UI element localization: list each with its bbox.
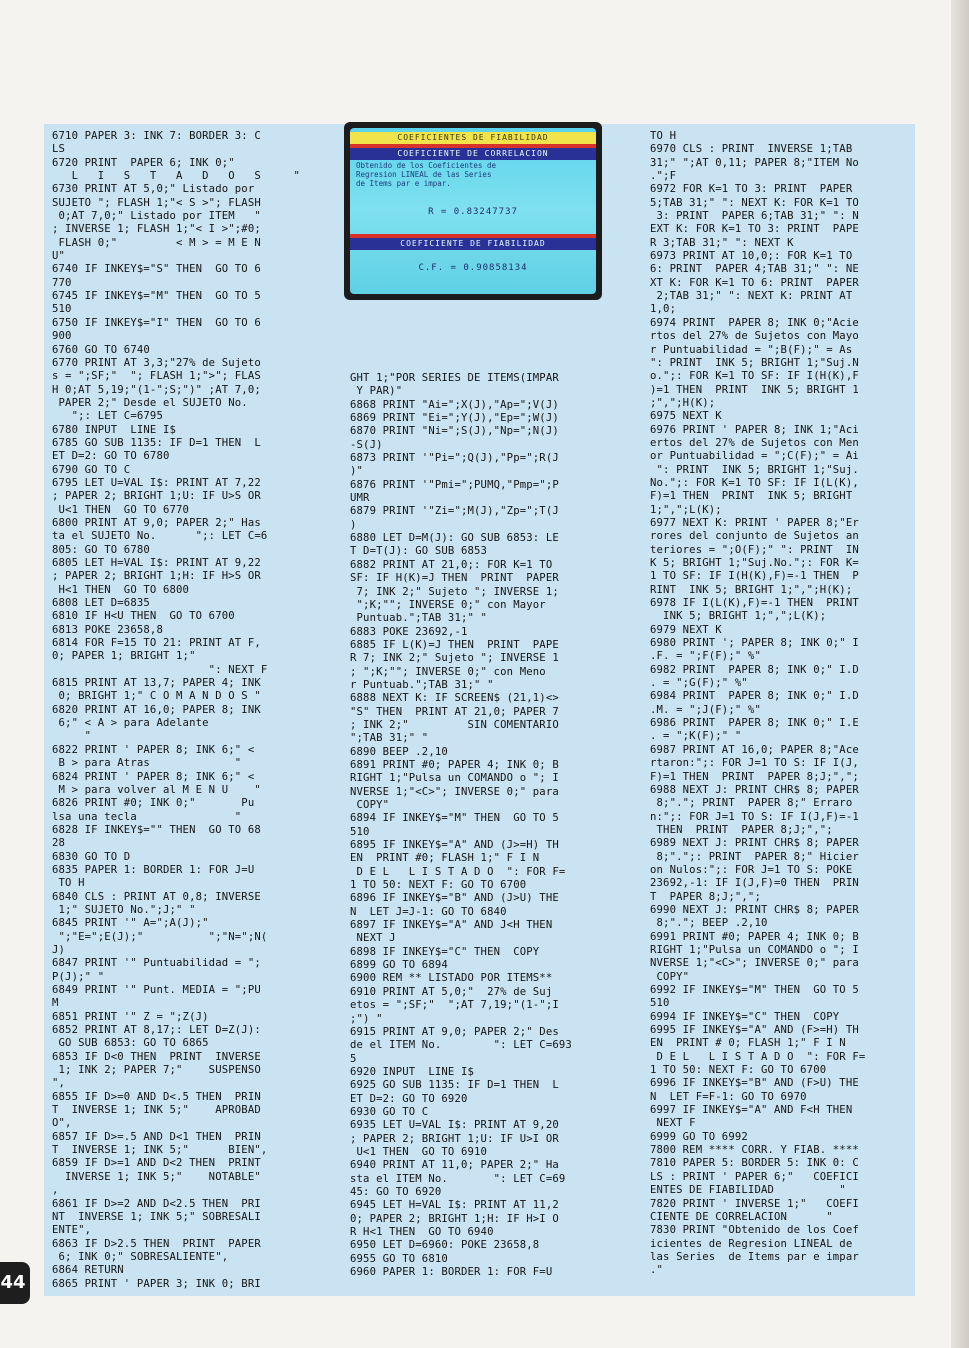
code-line: s = ";SF;" "; FLASH 1;">"; FLAS bbox=[52, 370, 261, 383]
code-line: 6975 NEXT K bbox=[650, 410, 722, 423]
code-line: 5 bbox=[350, 1052, 357, 1065]
code-line: 6828 IF INKEY$="" THEN GO TO 68 bbox=[52, 823, 261, 836]
screen-fiabilidad-bar: COEFICIENTE DE FIABILIDAD bbox=[350, 238, 596, 250]
listing-column-1 bbox=[52, 130, 314, 1292]
code-line: -S(J) bbox=[350, 438, 383, 451]
code-line: 510 bbox=[52, 303, 72, 316]
code-line: ENTES DE FIABILIDAD " bbox=[650, 1184, 846, 1197]
code-line: 6882 PRINT AT 21,0;: FOR K=1 TO bbox=[350, 558, 553, 571]
code-line: T INVERSE 1; INK 5;" BIEN", bbox=[52, 1144, 268, 1157]
code-line: 805: GO TO 6780 bbox=[52, 543, 150, 556]
code-line: 1 TO 50: NEXT F: GO TO 6700 bbox=[350, 879, 527, 892]
code-line: ";: LET C=6795 bbox=[52, 410, 163, 423]
screen-cf-value: C.F. = 0.90858134 bbox=[418, 263, 528, 273]
code-line: 6974 PRINT PAPER 8; INK 0;"Acie bbox=[650, 316, 859, 329]
code-line: F)=1 THEN PRINT PAPER 8;J;","; bbox=[650, 770, 859, 783]
code-line: 6847 PRINT '" Puntuabilidad = "; bbox=[52, 957, 261, 970]
code-line: 6840 CLS : PRINT AT 0,8; INVERSE bbox=[52, 890, 261, 903]
code-line: 8;"."; BEEP .2,10 bbox=[650, 917, 768, 930]
code-line: 6994 IF INKEY$="C" THEN COPY bbox=[650, 1010, 840, 1023]
code-line: R 7; INK 2;" Sujeto "; INVERSE 1 bbox=[350, 652, 559, 665]
code-line: 6984 PRINT PAPER 8; INK 0;" I.D bbox=[650, 690, 859, 703]
code-line: 6894 IF INKEY$="M" THEN GO TO 5 bbox=[350, 812, 559, 825]
code-line: 6978 IF I(L(K),F)=-1 THEN PRINT bbox=[650, 597, 859, 610]
code-line: ENTE", bbox=[52, 1224, 92, 1237]
code-line: 6991 PRINT #0; PAPER 4; INK 0; B bbox=[650, 930, 859, 943]
code-line: EN PRINT #0; FLASH 1;" F I N bbox=[350, 852, 540, 865]
code-line: 6873 PRINT '"Pi=";Q(J),"Pp=";R(J bbox=[350, 452, 559, 465]
code-line: PAPER 2;" Desde el SUJETO No. bbox=[52, 396, 248, 409]
code-line: 6815 PRINT AT 13,7; PAPER 4; INK bbox=[52, 677, 261, 690]
code-line: 6852 PRINT AT 8,17;: LET D=Z(J): bbox=[52, 1024, 261, 1037]
code-line: r Puntuab.";TAB 31;" " bbox=[350, 678, 494, 691]
code-line: 6990 NEXT J: PRINT CHR$ 8; PAPER bbox=[650, 903, 859, 916]
code-line: 0; BRIGHT 1;" C O M A N D O S " bbox=[52, 690, 261, 703]
code-line: "S" THEN PRINT AT 21,0; PAPER 7 bbox=[350, 705, 559, 718]
code-line: 6820 PRINT AT 16,0; PAPER 8; INK bbox=[52, 703, 261, 716]
code-line: M bbox=[52, 997, 59, 1010]
code-line: lsa una tecla " bbox=[52, 810, 242, 823]
code-line: ; INVERSE 1; FLASH 1;"< I >";#0; bbox=[52, 223, 261, 236]
screen-title-bar: COEFICIENTES DE FIABILIDAD bbox=[350, 132, 596, 144]
code-line: las Series de Items par e impar bbox=[650, 1250, 859, 1263]
code-line: R H<1 THEN GO TO 6940 bbox=[350, 1226, 494, 1238]
code-line: 6861 IF D>=2 AND D<2.5 THEN PRI bbox=[52, 1197, 261, 1210]
code-line: 6976 PRINT ' PAPER 8; INK 1;"Aci bbox=[650, 423, 859, 436]
code-line: COPY" bbox=[350, 799, 390, 811]
code-line: 6870 PRINT "Ni=";S(J),"Np=";N(J) bbox=[350, 425, 559, 438]
code-line: 6896 IF INKEY$="B" AND (J>U) THE bbox=[350, 892, 559, 905]
code-line: UMR bbox=[350, 492, 370, 505]
code-line: 510 bbox=[650, 997, 670, 1010]
code-line: 5;TAB 31;" ": NEXT K: FOR K=1 TO bbox=[650, 196, 859, 209]
code-line: 510 bbox=[350, 825, 370, 838]
code-line: 6;" < A > para Adelante bbox=[52, 717, 209, 730]
code-line: NEXT J bbox=[350, 932, 396, 945]
code-line: 6760 GO TO 6740 bbox=[52, 343, 150, 356]
code-line: ertos del 27% de Sujetos con Men bbox=[650, 436, 859, 449]
code-line: ; ";K;""; INVERSE 0;" con Meno bbox=[350, 665, 546, 678]
code-line: 7820 PRINT ' INVERSE 1;" COEFI bbox=[650, 1197, 859, 1210]
code-line: 7830 PRINT "Obtenido de los Coef bbox=[650, 1224, 859, 1237]
code-line: 6730 PRINT AT 5,0;" Listado por bbox=[52, 183, 255, 196]
code-line: ." bbox=[650, 1264, 664, 1277]
listing-column-2 bbox=[350, 372, 612, 1292]
code-line: 6972 FOR K=1 TO 3: PRINT PAPER bbox=[650, 183, 853, 196]
code-line: Puntuab.";TAB 31;" " bbox=[350, 612, 488, 625]
code-line: 6898 IF INKEY$="C" THEN COPY bbox=[350, 945, 540, 958]
code-line: K 5; BRIGHT 1;"Suj.No.";: FOR K= bbox=[650, 557, 859, 569]
code-line: SF: IF H(K)=J THEN PRINT PAPER bbox=[350, 572, 559, 585]
code-line: 8;".";: PRINT PAPER 8;" Hicier bbox=[650, 850, 859, 863]
code-line: )=1 THEN PRINT INK 5; BRIGHT 1 bbox=[650, 383, 859, 396]
code-line: 6770 PRINT AT 3,3;"27% de Sujeto bbox=[52, 356, 261, 369]
code-line: GHT 1;"POR SERIES DE ITEMS(IMPAR bbox=[350, 372, 559, 384]
code-line: 6960 PAPER 1: BORDER 1: FOR F=U bbox=[350, 1266, 553, 1279]
code-line: 6813 POKE 23658,8 bbox=[52, 623, 163, 636]
code-line: 7810 PAPER 5: BORDER 5: INK 0: C bbox=[650, 1157, 859, 1170]
code-line: H<1 THEN GO TO 6800 bbox=[52, 583, 190, 596]
code-line: INVERSE 1; INK 5;" NOTABLE" bbox=[52, 1170, 261, 1183]
code-line: ;",";H(K); bbox=[650, 396, 716, 409]
code-line: 6996 IF INKEY$="B" AND (F>U) THE bbox=[650, 1077, 859, 1090]
screen-correlation-bar: COEFICIENTE DE CORRELACION bbox=[350, 148, 596, 160]
code-line: icientes de Regresion LINEAL de bbox=[650, 1237, 853, 1250]
code-line: RIGHT 1;"Pulsa un COMANDO o "; I bbox=[650, 943, 859, 956]
code-line: or Puntuabilidad = ";C(F);" = Ai bbox=[650, 450, 859, 463]
code-line: 0; PAPER 2; BRIGHT 1;H: IF H>I O bbox=[350, 1212, 559, 1225]
code-line: 6897 IF INKEY$="A" AND J<H THEN bbox=[350, 919, 553, 932]
code-line: 6855 IF D>=0 AND D<.5 THEN PRIN bbox=[52, 1090, 261, 1103]
code-line: 6885 IF L(K)=J THEN PRINT PAPE bbox=[350, 638, 559, 651]
code-line: NEXT F bbox=[650, 1117, 696, 1130]
code-line: No.";: FOR K=1 TO SF: IF I(L(K), bbox=[650, 476, 859, 489]
code-line: INK 5; BRIGHT 1;",";L(K); bbox=[650, 610, 827, 623]
code-line: rtos del 27% de Sujetos con Mayo bbox=[650, 330, 859, 343]
code-line: F)=1 THEN PRINT INK 5; BRIGHT bbox=[650, 490, 853, 503]
code-line: 6999 GO TO 6992 bbox=[650, 1130, 748, 1143]
code-line: 6785 GO SUB 1135: IF D=1 THEN L bbox=[52, 436, 261, 449]
code-line: 6992 IF INKEY$="M" THEN GO TO 5 bbox=[650, 984, 859, 996]
code-line: .";F bbox=[650, 170, 677, 183]
code-line: THEN PRINT PAPER 8;J;","; bbox=[650, 823, 833, 836]
code-line: M > para volver al M E N U " bbox=[52, 783, 261, 796]
code-line: 6822 PRINT ' PAPER 8; INK 6;" < bbox=[52, 743, 255, 756]
code-line: , bbox=[52, 1184, 59, 1197]
code-line: 6935 LET U=VAL I$: PRINT AT 9,20 bbox=[350, 1119, 559, 1132]
code-line: 6880 LET D=M(J): GO SUB 6853: LE bbox=[350, 532, 559, 545]
code-line: etos = ";SF;" ";AT 7,19;"(1-";I bbox=[350, 999, 559, 1012]
code-line: 6790 GO TO C bbox=[52, 463, 131, 476]
code-line: 6780 INPUT LINE I$ bbox=[52, 423, 177, 436]
code-line: SUJETO "; FLASH 1;"< S >"; FLASH bbox=[52, 196, 261, 209]
code-line: 6930 GO TO C bbox=[350, 1105, 429, 1118]
code-line: U<1 THEN GO TO 6770 bbox=[52, 503, 190, 516]
code-line: 6980 PRINT '; PAPER 8; INK 0;" I bbox=[650, 637, 859, 650]
code-line: 6891 PRINT #0; PAPER 4; INK 0; B bbox=[350, 758, 559, 771]
code-line: teriores = ";O(F);" ": PRINT IN bbox=[650, 543, 859, 556]
code-line: 6925 GO SUB 1135: IF D=1 THEN L bbox=[350, 1079, 559, 1092]
code-line: 6890 BEEP .2,10 bbox=[350, 745, 448, 758]
code-line: ; PAPER 2; BRIGHT 1;U: IF U>I OR bbox=[350, 1132, 559, 1145]
code-line: 6915 PRINT AT 9,0; PAPER 2;" Des bbox=[350, 1025, 559, 1038]
code-line: 28 bbox=[52, 837, 66, 850]
code-line: 1 TO 50: NEXT F: GO TO 6700 bbox=[650, 1064, 827, 1077]
code-line: ; PAPER 2; BRIGHT 1;H: IF H>S OR bbox=[52, 570, 261, 583]
code-line: ";K;""; INVERSE 0;" con Mayor bbox=[350, 598, 546, 611]
code-line: T PAPER 8;J;","; bbox=[650, 890, 761, 903]
code-line: ";TAB 31;" " bbox=[350, 732, 429, 745]
code-line: 6970 CLS : PRINT INVERSE 1;TAB bbox=[650, 143, 853, 156]
code-line: . = ";G(F);" %" bbox=[650, 677, 748, 690]
code-line: COPY" bbox=[650, 970, 690, 983]
code-line: N LET F=F-1: GO TO 6970 bbox=[650, 1090, 807, 1103]
code-line: 1;",";L(K); bbox=[650, 503, 722, 516]
code-line: on Nulos:";: FOR J=1 TO S: POKE bbox=[650, 863, 853, 876]
code-line: 6805 LET H=VAL I$: PRINT AT 9,22 bbox=[52, 557, 261, 569]
code-line: 7; INK 2;" Sujeto "; INVERSE 1; bbox=[350, 585, 559, 598]
code-line: 6720 PRINT PAPER 6; INK 0;" bbox=[52, 156, 235, 169]
code-line: D E L L I S T A D O ": FOR F= bbox=[650, 1050, 866, 1063]
code-line: J) bbox=[52, 943, 66, 956]
code-line: 6989 NEXT J: PRINT CHR$ 8; PAPER bbox=[650, 837, 859, 850]
code-line: T D=T(J): GO SUB 6853 bbox=[350, 545, 488, 558]
code-line: ta el SUJETO No. ";: LET C=6 bbox=[52, 530, 268, 543]
code-line: ET D=2: GO TO 6920 bbox=[350, 1092, 468, 1105]
code-line: O", bbox=[52, 1117, 72, 1130]
code-line: 6910 PRINT AT 5,0;" 27% de Suj bbox=[350, 985, 553, 998]
code-line: 6876 PRINT '"Pmi=";PUMQ,"Pmp=";P bbox=[350, 478, 559, 491]
code-line: FLASH 0;" < M > = M E N bbox=[52, 236, 261, 249]
code-line: GO SUB 6853: GO TO 6865 bbox=[52, 1037, 209, 1050]
code-line: 6; INK 0;" SOBRESALIENTE", bbox=[52, 1250, 229, 1263]
code-line: 6830 GO TO D bbox=[52, 850, 131, 863]
code-line: 23692,-1: IF I(J,F)=0 THEN PRIN bbox=[650, 877, 859, 890]
code-line: 6851 PRINT '" Z = ";Z(J) bbox=[52, 1010, 209, 1023]
code-line: D E L L I S T A D O ": FOR F= bbox=[350, 865, 566, 878]
code-line: LS bbox=[52, 143, 66, 156]
code-line: 6845 PRINT '" A=";A(J);" bbox=[52, 917, 209, 930]
code-line: .M. = ";J(F);" %" bbox=[650, 703, 761, 716]
screen-description-2: Regresion LINEAL de las Series bbox=[356, 170, 492, 179]
code-line: rtaron:";: FOR J=1 TO S: IF I(J, bbox=[650, 757, 859, 770]
code-line: 6857 IF D>=.5 AND D<1 THEN PRIN bbox=[52, 1130, 261, 1143]
code-line: 6995 IF INKEY$="A" AND (F>=H) TH bbox=[650, 1024, 859, 1037]
code-line: de el ITEM No. ": LET C=693 bbox=[350, 1039, 572, 1052]
code-line: 7800 REM **** CORR. Y FIAB. **** bbox=[650, 1144, 859, 1157]
code-line: ; PAPER 2; BRIGHT 1;U: IF U>S OR bbox=[52, 490, 261, 503]
spectrum-screen-photo bbox=[344, 122, 602, 300]
code-line: 6899 GO TO 6894 bbox=[350, 959, 448, 972]
code-line: ": NEXT F bbox=[52, 663, 268, 676]
code-line: 6973 PRINT AT 10,0;: FOR K=1 TO bbox=[650, 250, 853, 263]
code-line: 0; PAPER 1; BRIGHT 1;" bbox=[52, 650, 196, 663]
code-line: )" bbox=[350, 465, 364, 478]
code-line: EXT K: FOR K=1 TO 3: PRINT PAPE bbox=[650, 223, 859, 236]
code-line: EN PRINT # 0; FLASH 1;" F I N bbox=[650, 1037, 846, 1050]
code-line: .F. = ";F(F);" %" bbox=[650, 650, 761, 663]
code-line: 6900 REM ** LISTADO POR ITEMS** bbox=[350, 972, 553, 985]
page-number: 44 bbox=[0, 1272, 26, 1293]
code-line: o.";: FOR K=1 TO SF: IF I(H(K),F bbox=[650, 370, 859, 383]
code-line: 6810 IF H<U THEN GO TO 6700 bbox=[52, 610, 235, 623]
code-line: ;") " bbox=[350, 1012, 383, 1025]
code-line: 6863 IF D>2.5 THEN PRINT PAPER bbox=[52, 1237, 261, 1250]
code-line: 6795 LET U=VAL I$: PRINT AT 7,22 bbox=[52, 476, 261, 489]
code-line: 6895 IF INKEY$="A" AND (J>=H) TH bbox=[350, 839, 559, 852]
code-line: 6986 PRINT PAPER 8; INK 0;" I.E bbox=[650, 717, 859, 730]
code-line: 2;TAB 31;" ": NEXT K: PRINT AT bbox=[650, 290, 853, 303]
code-line: rores del conjunto de Sujetos an bbox=[650, 530, 859, 543]
code-line: 6987 PRINT AT 16,0; PAPER 8;"Ace bbox=[650, 743, 859, 756]
code-line: 6945 LET H=VAL I$: PRINT AT 11,2 bbox=[350, 1199, 559, 1212]
code-line: 900 bbox=[52, 330, 72, 343]
code-line: RIGHT 1;"Pulsa un COMANDO o "; I bbox=[350, 772, 559, 785]
code-line: 6982 PRINT PAPER 8; INK 0;" I.D bbox=[650, 663, 859, 676]
code-line: 3: PRINT PAPER 6;TAB 31;" ": N bbox=[650, 210, 859, 223]
code-line: ", bbox=[52, 1077, 66, 1090]
code-line: 6883 POKE 23692,-1 bbox=[350, 625, 468, 638]
code-line: 6868 PRINT "Ai=";X(J),"Ap=";V(J) bbox=[350, 398, 559, 411]
code-line: 6920 INPUT LINE I$ bbox=[350, 1065, 475, 1078]
screen-display bbox=[350, 128, 596, 294]
code-line: 770 bbox=[52, 276, 72, 289]
code-line: 6740 IF INKEY$="S" THEN GO TO 6 bbox=[52, 263, 261, 276]
code-line: 6988 NEXT J: PRINT CHR$ 8; PAPER bbox=[650, 783, 859, 796]
code-line: 1,0; bbox=[650, 303, 677, 316]
code-line: . = ";K(F);" " bbox=[650, 730, 742, 743]
code-line: 6800 PRINT AT 9,0; PAPER 2;" Has bbox=[52, 516, 261, 529]
code-line: T INVERSE 1; INK 5;" APROBAD bbox=[52, 1104, 261, 1117]
code-line: ET D=2: GO TO 6780 bbox=[52, 450, 170, 463]
code-line: 1; INK 2; PAPER 7;" SUSPENSO bbox=[52, 1064, 261, 1077]
screen-r-value: R = 0.83247737 bbox=[428, 207, 518, 217]
code-line: NVERSE 1;"<C>"; INVERSE 0;" para bbox=[350, 785, 559, 798]
code-line: ": PRINT INK 5; BRIGHT 1;"Suj.N bbox=[650, 356, 859, 369]
code-line: 6750 IF INKEY$="I" THEN GO TO 6 bbox=[52, 316, 261, 329]
code-line: 6879 PRINT '"Zi=";M(J),"Zp=";T(J bbox=[350, 505, 559, 518]
code-line: TO H bbox=[650, 130, 677, 142]
code-line: CIENTE DE CORRELACION " bbox=[650, 1210, 833, 1223]
code-line: U<1 THEN GO TO 6910 bbox=[350, 1145, 488, 1158]
code-line: TO H bbox=[52, 877, 85, 890]
code-line: N LET J=J-1: GO TO 6840 bbox=[350, 905, 507, 918]
listing-column-3 bbox=[650, 130, 912, 1292]
code-line: 6814 FOR F=15 TO 21: PRINT AT F, bbox=[52, 637, 261, 650]
code-line: RINT INK 5; BRIGHT 1;",";H(K); bbox=[650, 583, 853, 596]
code-line: 6950 LET D=6960: POKE 23658,8 bbox=[350, 1239, 540, 1252]
code-line: ": PRINT INK 5; BRIGHT 1;"Suj. bbox=[650, 463, 859, 476]
code-line: 6849 PRINT '" Punt. MEDIA = ";PU bbox=[52, 984, 261, 996]
code-line: 6940 PRINT AT 11,0; PAPER 2;" Ha bbox=[350, 1159, 559, 1172]
code-line: ) bbox=[350, 518, 357, 531]
code-line: 45: GO TO 6920 bbox=[350, 1185, 442, 1198]
code-line: LS : PRINT ' PAPER 6;" COEFICI bbox=[650, 1170, 859, 1183]
code-line: U" bbox=[52, 250, 66, 263]
code-line: 6865 PRINT ' PAPER 3; INK 0; BRI bbox=[52, 1277, 261, 1290]
code-line: 6808 LET D=6835 bbox=[52, 597, 150, 610]
code-line: r Puntuabilidad = ";B(F);" = As bbox=[650, 343, 853, 356]
code-line: NT INVERSE 1; INK 5;" SOBRESALI bbox=[52, 1210, 261, 1223]
code-line: 6859 IF D>=1 AND D<2 THEN PRINT bbox=[52, 1157, 261, 1170]
code-line: 6710 PAPER 3: INK 7: BORDER 3: C bbox=[52, 130, 261, 142]
code-line: 31;" ";AT 0,11; PAPER 8;"ITEM No bbox=[650, 156, 859, 169]
code-line: 6979 NEXT K bbox=[650, 623, 722, 636]
code-line: P(J);" " bbox=[52, 970, 105, 983]
code-line: n:";: FOR J=1 TO S: IF I(J,F)=-1 bbox=[650, 810, 859, 823]
screen-description-3: de Items par e impar. bbox=[356, 179, 451, 188]
page-edge bbox=[951, 0, 969, 1348]
code-line: L I S T A D O S " bbox=[52, 170, 301, 183]
code-line: Y PAR)" bbox=[350, 385, 403, 398]
code-line: 1;" SUJETO No.";J;" " bbox=[52, 903, 196, 916]
code-line: B > para Atras " bbox=[52, 757, 242, 770]
code-line: R 3;TAB 31;" ": NEXT K bbox=[650, 236, 794, 249]
code-line: 6835 PAPER 1: BORDER 1: FOR J=U bbox=[52, 863, 255, 876]
code-line: 6853 IF D<0 THEN PRINT INVERSE bbox=[52, 1050, 261, 1063]
code-line: 1 TO SF: IF I(H(K),F)=-1 THEN P bbox=[650, 570, 859, 583]
code-line: XT K: FOR K=1 TO 6: PRINT PAPER bbox=[650, 276, 859, 289]
code-line: ; INK 2;" SIN COMENTARIO bbox=[350, 718, 559, 731]
code-line: 8;"."; PRINT PAPER 8;" Erraro bbox=[650, 797, 853, 810]
code-line: 6: PRINT PAPER 4;TAB 31;" ": NE bbox=[650, 263, 859, 276]
code-line: 6745 IF INKEY$="M" THEN GO TO 5 bbox=[52, 290, 261, 303]
code-line: 6869 PRINT "Ei=";Y(J),"Ep=";W(J) bbox=[350, 412, 559, 425]
code-line: 6997 IF INKEY$="A" AND F<H THEN bbox=[650, 1104, 853, 1117]
code-line: " bbox=[52, 730, 92, 743]
code-line: sta el ITEM No. ": LET C=69 bbox=[350, 1172, 566, 1185]
code-line: 6824 PRINT ' PAPER 8; INK 6;" < bbox=[52, 770, 255, 783]
code-line: NVERSE 1;"<C>"; INVERSE 0;" para bbox=[650, 957, 859, 970]
code-line: 0;AT 7,0;" Listado por ITEM " bbox=[52, 210, 261, 223]
code-line: 6977 NEXT K: PRINT ' PAPER 8;"Er bbox=[650, 516, 859, 529]
code-line: 6826 PRINT #0; INK 0;" Pu bbox=[52, 797, 255, 810]
code-line: 6955 GO TO 6810 bbox=[350, 1252, 448, 1265]
screen-description-1: Obtenido de los Coeficientes de bbox=[356, 161, 496, 170]
code-line: ";"E=";E(J);" ";"N=";N( bbox=[52, 930, 268, 943]
code-line: 6864 RETURN bbox=[52, 1264, 124, 1277]
code-line: H 0;AT 5,19;"(1-";S;")" ;AT 7,0; bbox=[52, 383, 261, 396]
code-line: 6888 NEXT K: IF SCREEN$ (21,1)<> bbox=[350, 692, 559, 705]
